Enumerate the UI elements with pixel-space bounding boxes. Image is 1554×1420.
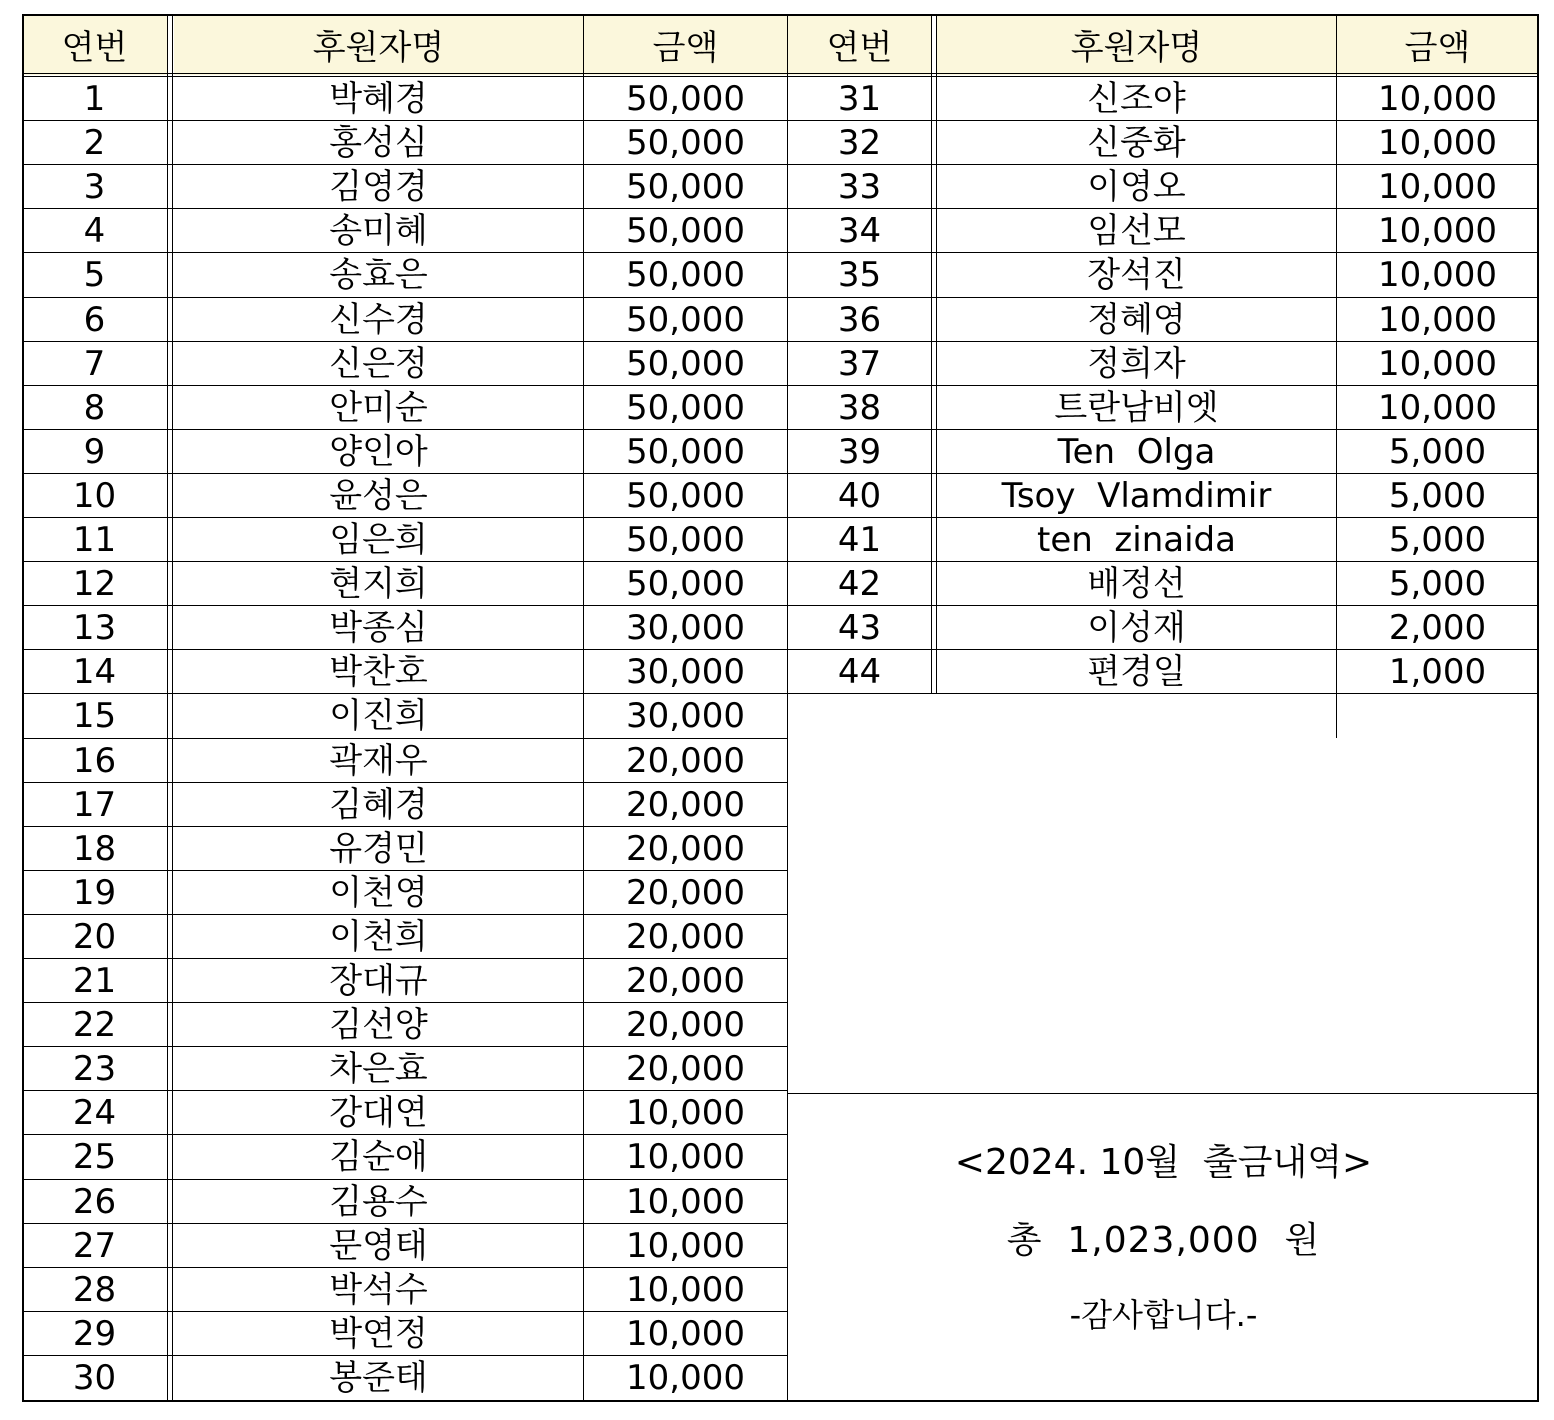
right-num: 37 (837, 343, 882, 384)
double-rule (167, 14, 168, 1402)
summary-title: <2024. 10월 출금내역> (954, 1142, 1373, 1183)
row-rule (22, 1311, 788, 1312)
left-name: 윤성은 (329, 475, 428, 516)
row-rule (22, 341, 788, 342)
row-rule (22, 473, 788, 474)
left-num: 4 (83, 211, 106, 252)
row-rule (22, 561, 788, 562)
left-amount: 50,000 (626, 123, 745, 164)
left-amount: 50,000 (626, 299, 745, 340)
row-rule (22, 120, 788, 121)
left-name: 장대규 (329, 961, 428, 1001)
left-amount: 30,000 (626, 652, 745, 693)
left-name: 곽재우 (329, 740, 428, 781)
right-amount: 10,000 (1378, 387, 1497, 428)
left-name: 홍성심 (329, 123, 428, 164)
row-rule (788, 164, 1539, 165)
col-rule (583, 14, 584, 1402)
left-num: 7 (83, 343, 106, 384)
right-amount: 10,000 (1378, 167, 1497, 208)
right-amount: 1,000 (1388, 652, 1487, 693)
left-amount: 10,000 (626, 1181, 745, 1222)
left-name: 봉준태 (329, 1357, 428, 1398)
border-left (22, 14, 24, 1402)
right-name: 트란남비엣 (1054, 387, 1219, 428)
right-amount: 5,000 (1388, 475, 1487, 516)
row-rule (22, 870, 788, 871)
right-name: Tsoy Vlamdimir (1001, 475, 1272, 516)
right-num: 34 (837, 211, 882, 252)
left-amount: 20,000 (626, 784, 745, 825)
left-num: 19 (72, 872, 117, 913)
left-num: 12 (72, 564, 117, 605)
left-amount: 20,000 (626, 828, 745, 869)
left-name: 박종심 (329, 608, 428, 649)
row-rule (788, 252, 1539, 253)
left-name: 신은정 (329, 343, 428, 384)
right-name: 이영오 (1087, 167, 1186, 208)
col-rule (1336, 14, 1337, 738)
left-num: 30 (72, 1357, 117, 1398)
left-num: 26 (72, 1181, 117, 1222)
left-num: 24 (72, 1093, 117, 1134)
header-name-left: 후원자명 (174, 14, 583, 75)
header-amount-right: 금액 (1336, 14, 1539, 75)
right-num: 41 (837, 520, 882, 560)
left-amount: 10,000 (626, 1357, 745, 1398)
row-rule (22, 1223, 788, 1224)
left-name: 송효은 (329, 255, 428, 296)
row-rule (22, 1179, 788, 1180)
left-name: 박혜경 (329, 79, 428, 119)
left-name: 현지희 (329, 564, 428, 605)
right-num: 42 (837, 564, 882, 605)
left-amount: 10,000 (626, 1137, 745, 1178)
left-name: 김영경 (329, 167, 428, 208)
left-num: 14 (72, 652, 117, 693)
double-rule (931, 14, 932, 694)
row-rule (788, 385, 1539, 386)
row-rule (22, 1090, 788, 1091)
row-rule (22, 1134, 788, 1135)
left-amount: 50,000 (626, 387, 745, 428)
row-rule (22, 958, 788, 959)
left-amount: 20,000 (626, 740, 745, 781)
row-rule (22, 649, 788, 650)
row-rule (788, 561, 1539, 562)
left-name: 차은효 (329, 1049, 428, 1090)
left-num: 11 (72, 520, 117, 560)
left-name: 김순애 (329, 1137, 428, 1178)
left-amount: 20,000 (626, 1005, 745, 1046)
left-num: 3 (83, 167, 106, 208)
row-rule (788, 605, 1539, 606)
donor-table (22, 14, 1539, 1402)
row-rule (22, 164, 788, 165)
right-name: 배정선 (1087, 564, 1186, 605)
left-num: 9 (83, 431, 106, 472)
right-amount: 5,000 (1388, 520, 1487, 560)
double-rule (936, 14, 937, 694)
left-num: 13 (72, 608, 117, 649)
left-num: 17 (72, 784, 117, 825)
left-num: 25 (72, 1137, 117, 1178)
right-name: 정희자 (1087, 343, 1186, 384)
left-num: 1 (83, 79, 106, 119)
left-amount: 30,000 (626, 696, 745, 737)
right-num: 32 (837, 123, 882, 164)
left-amount: 10,000 (626, 1313, 745, 1354)
row-rule (788, 120, 1539, 121)
left-num: 29 (72, 1313, 117, 1354)
row-rule (788, 473, 1539, 474)
right-name: 장석진 (1087, 255, 1186, 296)
left-amount: 10,000 (626, 1093, 745, 1134)
left-name: 안미순 (329, 387, 428, 428)
right-num: 33 (837, 167, 882, 208)
left-amount: 50,000 (626, 79, 745, 119)
left-num: 5 (83, 255, 106, 296)
row-rule (22, 914, 788, 915)
header-name-right: 후원자명 (937, 14, 1336, 75)
right-name: ten zinaida (1037, 520, 1236, 560)
row-rule (22, 208, 788, 209)
left-num: 23 (72, 1049, 117, 1090)
left-num: 15 (72, 696, 117, 737)
left-amount: 20,000 (626, 961, 745, 1001)
summary-thanks: -감사합니다.- (1069, 1296, 1258, 1334)
left-num: 2 (83, 123, 106, 164)
left-name: 이천영 (329, 872, 428, 913)
right-num: 44 (837, 652, 882, 693)
right-amount: 10,000 (1378, 79, 1497, 119)
right-name: 신중화 (1087, 123, 1186, 164)
left-name: 양인아 (329, 431, 428, 472)
left-num: 16 (72, 740, 117, 781)
left-amount: 50,000 (626, 475, 745, 516)
left-num: 27 (72, 1225, 117, 1266)
left-amount: 50,000 (626, 211, 745, 252)
left-name: 이진희 (329, 696, 428, 737)
row-rule (22, 297, 788, 298)
row-rule (22, 1355, 788, 1356)
right-amount: 10,000 (1378, 255, 1497, 296)
left-amount: 50,000 (626, 255, 745, 296)
right-amount: 5,000 (1388, 431, 1487, 472)
right-num: 35 (837, 255, 882, 296)
left-num: 10 (72, 475, 117, 516)
border-top (22, 14, 1539, 16)
left-amount: 50,000 (626, 564, 745, 605)
left-name: 강대연 (329, 1093, 428, 1134)
row-rule (788, 208, 1539, 209)
summary-total: 총 1,023,000 원 (1006, 1220, 1321, 1261)
row-rule (788, 341, 1539, 342)
header-rule (22, 76, 1539, 77)
right-name: 편경일 (1087, 652, 1186, 693)
right-name: 임선모 (1087, 211, 1186, 252)
row-rule (22, 826, 788, 827)
row-rule (22, 517, 788, 518)
row-rule (22, 738, 788, 739)
right-name: 이성재 (1087, 608, 1186, 649)
header-amount-left: 금액 (583, 14, 788, 75)
double-rule (172, 14, 173, 1402)
left-num: 6 (83, 299, 106, 340)
right-amount: 10,000 (1378, 299, 1497, 340)
left-amount: 50,000 (626, 343, 745, 384)
row-rule (22, 605, 788, 606)
header-num-right: 연번 (788, 14, 931, 75)
left-num: 21 (72, 961, 117, 1001)
left-num: 8 (83, 387, 106, 428)
row-rule (22, 1267, 788, 1268)
left-name: 김선양 (329, 1005, 428, 1046)
left-name: 박찬호 (329, 652, 428, 693)
left-num: 22 (72, 1005, 117, 1046)
right-amount: 10,000 (1378, 343, 1497, 384)
left-amount: 20,000 (626, 916, 745, 957)
right-name: 정혜영 (1087, 299, 1186, 340)
row-rule (22, 429, 788, 430)
left-name: 문영태 (329, 1225, 428, 1266)
row-rule (22, 1046, 788, 1047)
left-name: 임은희 (329, 520, 428, 560)
left-name: 송미혜 (329, 211, 428, 252)
left-name: 박연정 (329, 1313, 428, 1354)
left-amount: 50,000 (626, 167, 745, 208)
right-num: 43 (837, 608, 882, 649)
left-amount: 50,000 (626, 520, 745, 560)
header-num-left: 연번 (22, 14, 167, 75)
left-amount: 30,000 (626, 608, 745, 649)
left-amount: 20,000 (626, 1049, 745, 1090)
left-name: 유경민 (329, 828, 428, 869)
left-amount: 10,000 (626, 1269, 745, 1310)
left-num: 18 (72, 828, 117, 869)
left-name: 이천희 (329, 916, 428, 957)
left-amount: 20,000 (626, 872, 745, 913)
row-rule (22, 693, 788, 694)
left-num: 20 (72, 916, 117, 957)
right-amount: 10,000 (1378, 211, 1497, 252)
header-rule (22, 73, 1539, 74)
left-num: 28 (72, 1269, 117, 1310)
right-num: 36 (837, 299, 882, 340)
right-num: 39 (837, 431, 882, 472)
row-rule (788, 693, 1539, 694)
left-name: 신수경 (329, 299, 428, 340)
row-rule (788, 429, 1539, 430)
right-amount: 10,000 (1378, 123, 1497, 164)
left-amount: 50,000 (626, 431, 745, 472)
right-num: 31 (837, 79, 882, 119)
row-rule (788, 297, 1539, 298)
right-name: 신조야 (1087, 79, 1186, 119)
right-num: 38 (837, 387, 882, 428)
left-name: 박석수 (329, 1269, 428, 1310)
row-rule (22, 782, 788, 783)
row-rule (788, 649, 1539, 650)
row-rule (22, 1002, 788, 1003)
left-amount: 10,000 (626, 1225, 745, 1266)
left-name: 김혜경 (329, 784, 428, 825)
left-name: 김용수 (329, 1181, 428, 1222)
row-rule (22, 385, 788, 386)
right-num: 40 (837, 475, 882, 516)
row-rule (22, 252, 788, 253)
row-rule (788, 517, 1539, 518)
right-amount: 5,000 (1388, 564, 1487, 605)
right-amount: 2,000 (1388, 608, 1487, 649)
right-name: Ten Olga (1057, 431, 1216, 472)
summary-box (788, 1094, 1539, 1402)
